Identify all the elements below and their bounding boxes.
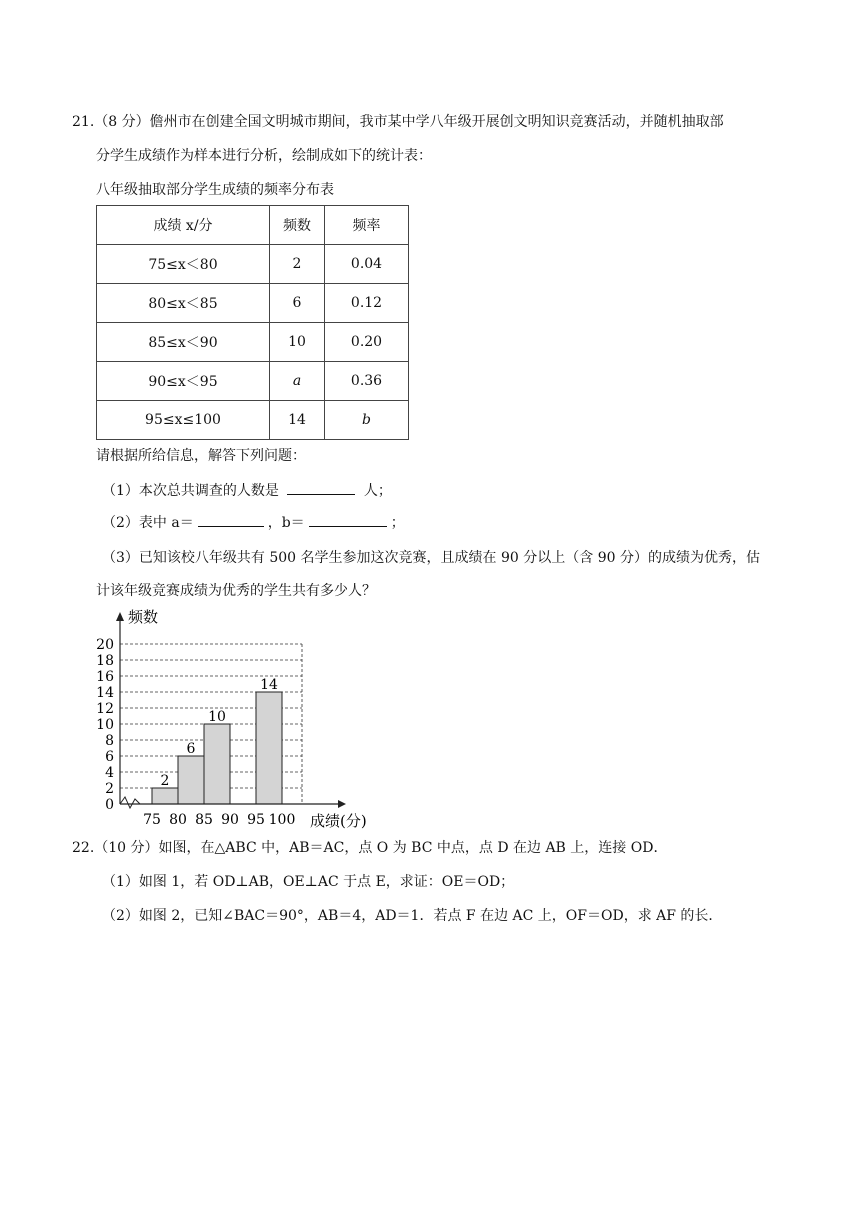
y-tick-label: 12: [96, 701, 114, 717]
table-row: [97, 245, 409, 284]
table-row: [97, 401, 409, 440]
table-cell: 0.04: [325, 245, 409, 284]
q21-part-3-line-2: 计该年级竞赛成绩为优秀的学生共有多少人？: [96, 583, 376, 599]
x-axis-arrow: [338, 800, 346, 808]
x-tick-label: 100: [268, 812, 296, 828]
y-tick-label: 18: [96, 653, 114, 669]
table-row: [97, 284, 409, 323]
table-row: [97, 323, 409, 362]
y-tick-label: 20: [96, 637, 114, 653]
table-cell: 85≤x＜90: [97, 323, 270, 362]
table-header-row: [97, 206, 409, 245]
q22-part-2: （2）如图 2，已知∠BAC＝90°，AB＝4，AD＝1．若点 F 在边 AC 上，OF＝OD，求 AF 的长．: [102, 908, 723, 924]
x-tick-label: 90: [221, 812, 239, 828]
y-tick-label: 10: [96, 717, 114, 733]
table-cell: 14: [270, 401, 325, 440]
table-cell: 6: [270, 284, 325, 323]
table-cell: 0.36: [325, 362, 409, 401]
table-header-cell: 成绩 x/分: [97, 206, 270, 245]
x-tick-label: 80: [169, 812, 187, 828]
table-cell: 0.12: [325, 284, 409, 323]
bar-value-label: 10: [208, 709, 226, 725]
table-row: [97, 362, 409, 401]
y-axis-title: 频数: [128, 608, 159, 626]
answer-blank-b[interactable]: [309, 512, 387, 527]
x-tick-label: 85: [195, 812, 213, 828]
y-tick-label: 4: [105, 765, 114, 781]
q21-part-1: [102, 480, 392, 501]
bar-value-label: 2: [160, 773, 170, 789]
part-1-unit: 人；: [363, 483, 392, 499]
histogram-bar: [256, 692, 282, 804]
bar-value-label: 6: [186, 741, 196, 757]
y-tick-label: 14: [96, 685, 114, 701]
answer-blank-total[interactable]: [287, 480, 355, 495]
table-cell: b: [325, 401, 409, 440]
part-2-end: ；: [390, 515, 405, 531]
y-tick-label: 16: [96, 669, 114, 685]
table-cell: 2: [270, 245, 325, 284]
axis-break-zigzag: [120, 797, 140, 808]
q22-line-1: 22.（10 分）如图，在△ABC 中，AB＝AC，点 O 为 BC 中点，点 D 在边 AB 上，连接 OD．: [72, 840, 668, 856]
frequency-table: [96, 205, 409, 440]
y-tick-label: 8: [105, 733, 114, 749]
x-tick-label: 75: [143, 812, 161, 828]
histogram-bar: [152, 788, 178, 804]
table-cell: 75≤x＜80: [97, 245, 270, 284]
histogram-bar: [178, 756, 204, 804]
x-axis-title: 成绩(分): [310, 812, 367, 830]
table-cell: 0.20: [325, 323, 409, 362]
table-header-cell: 频率: [325, 206, 409, 245]
y-tick-label: 6: [105, 749, 114, 765]
x-tick-label: 95: [247, 812, 265, 828]
q22-part-1: （1）如图 1，若 OD⊥AB，OE⊥AC 于点 E，求证：OE＝OD；: [102, 874, 515, 890]
table-cell: 10: [270, 323, 325, 362]
y-tick-label: 2: [105, 781, 114, 797]
q21-line-1: 21.（8 分）儋州市在创建全国文明城市期间，我市某中学八年级开展创文明知识竞赛活动，并随机抽取部: [72, 114, 724, 130]
table-cell: 95≤x≤100: [97, 401, 270, 440]
histogram-bar: [204, 724, 230, 804]
y-axis-arrow: [116, 612, 124, 621]
table-title: 八年级抽取部分学生成绩的频率分布表: [96, 182, 334, 198]
table-cell: 80≤x＜85: [97, 284, 270, 323]
part-2-text-a: （2）表中 a＝: [102, 515, 194, 531]
table-header-cell: 频数: [270, 206, 325, 245]
y-tick-label: 0: [105, 797, 114, 813]
table-cell: a: [270, 362, 325, 401]
q21-part-3-line-1: （3）已知该校八年级共有 500 名学生参加这次竞赛，且成绩在 90 分以上（含 90 分）的成绩为优秀，估: [102, 550, 760, 566]
bar-value-label: 14: [260, 677, 278, 693]
q21-part-2: [102, 512, 405, 533]
q21-line-2: 分学生成绩作为样本进行分析，绘制成如下的统计表：: [96, 148, 432, 164]
answer-blank-a[interactable]: [198, 512, 264, 527]
q21-prompt: 请根据所给信息，解答下列问题：: [96, 448, 306, 464]
part-1-text: （1）本次总共调查的人数是: [102, 483, 279, 499]
part-2-text-b: ，b＝: [267, 515, 305, 531]
table-cell: 90≤x＜95: [97, 362, 270, 401]
frequency-histogram: [90, 604, 380, 830]
